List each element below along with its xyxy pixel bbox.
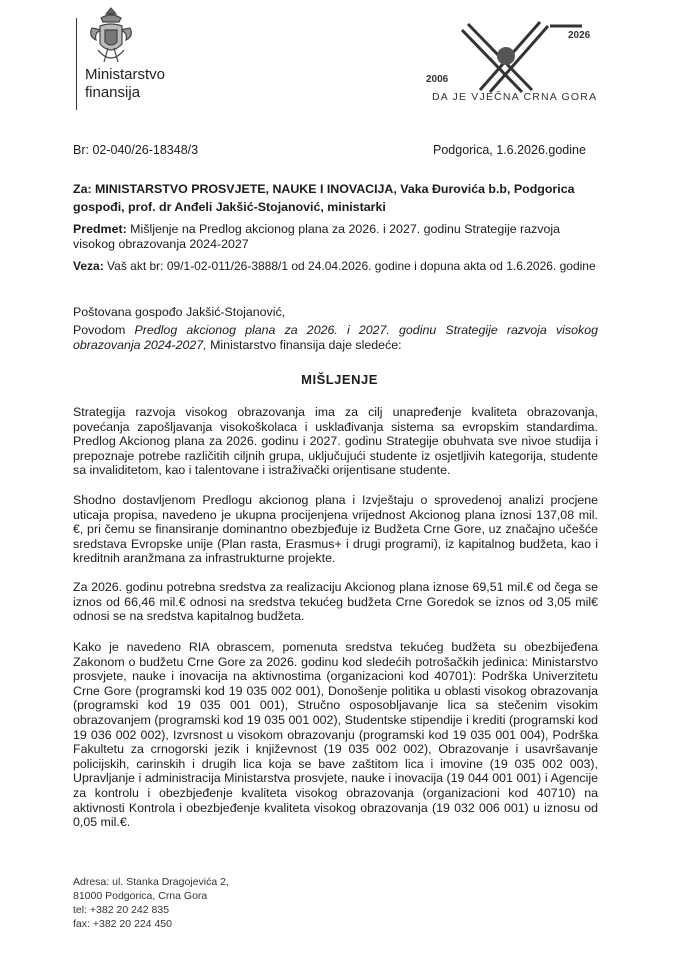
addressee-line2: gospođi, prof. dr Anđeli Jakšić-Stojanović, ministarki (73, 199, 386, 214)
footer-contact (73, 875, 229, 931)
subject-block (73, 222, 598, 251)
link-block (73, 259, 598, 274)
body-paragraph-3: Za 2026. godinu potrebna sredstva za realizaciju Akcionog plana iznose 69,51 mil.€ od čega se iznos od 66,46 mil.€ odnosi na sredstva tekućeg budžeta Crne Goredok se iznos od 3,05 mil€ odnosi se na sredstva kapitalnog budžeta. (73, 580, 598, 624)
intro-before: Povodom (73, 323, 135, 337)
footer-address: Adresa: ul. Stanka Dragojevića 2, (73, 876, 229, 888)
link-text: Vaš akt br: 09/1-02-011/26-3888/1 od 24.04.2026. godine i dopuna akta od 1.6.2026. godine (107, 259, 596, 273)
logo-year-end: 2026 (568, 30, 591, 41)
body-paragraph-2: Shodno dostavljenom Predlogu akcionog plana i Izvještaju o sprovedenoj analizi procjene uticaja propisa, navedeno je ukupna procijenjena vrijednost Akcionog plana iznosi 137,08 mil. €, pri čemu se finansiranje dominantno obezbjeđuje iz Budžeta Crne Gore, uz značajno učešće sredstava Evropske unije (Plan rasta, Erasmus+ i drugi programi), iz kapitalnog budžeta, kao i kreditnih aranžmana za infrastrukturne projekte. (73, 493, 598, 566)
header-divider (76, 18, 77, 110)
subject-label: Predmet: (73, 222, 127, 236)
link-label: Veza: (73, 259, 104, 273)
ministry-name-line2: finansija (85, 84, 141, 101)
body-paragraph-4: Kako je navedeno RIA obrascem, pomenuta sredstva tekućeg budžeta su obezbijeđena Zakonom o budžetu Crne Gore za 2026. godinu kod sledećih potrošačkih jedinica: Ministarstvo prosvjete, nauke i inovacija na aktivnostima (organizacioni kod 40701): Podrška Univerzitetu Crne Gore (programski kod 19 035 002 001), Donošenje politika u oblasti visokog obrazovanja (programski kod 19 035 001 001), Stručno osposobljavanje lica sa stečenim visokim obrazovanjem (programski kod 19 035 001 002), Studentske stipendije i krediti (programski kod 19 036 002 002), Izvrsnost u visokom obrazovanju (programski kod 19 035 001 004), Podrška Fakultetu za crnogorski jezik i književnost (19 035 002 002), Obrazovanje i usavršavanje policijskih, carinskih i drugih lica koja se bave zaštitom lica i imovine (19 035 002 003), Upravljanje i administracija Ministarstva prosvjete, nauke i inovacija (19 044 001 001) i Agencije za kontrolu i obezbjeđenje kvaliteta visokog obrazovanja (organizacioni kod 40710) na aktivnosti Kontrola i obezbjeđenje kvaliteta visokog obrazovanja (19 032 006 001) u iznosu od 0,05 mil.€. (73, 640, 598, 830)
ministry-name-line1: Ministarstvo (85, 66, 166, 83)
reference-number: Br: 02-040/26-18348/3 (73, 143, 199, 157)
document-date: Podgorica, 1.6.2026.godine (433, 143, 586, 157)
addressee-label: Za: (73, 182, 92, 196)
subject-text: Mišljenje na Predlog akcionog plana za 2026. i 2027. godinu Strategije razvoja visokog obrazovanja 2024-2027 (73, 222, 560, 251)
opinion-title: MIŠLJENJE (301, 372, 378, 387)
coat-of-arms-icon (86, 6, 136, 66)
ministry-name (85, 66, 165, 102)
footer-fax: fax: +382 20 224 450 (73, 918, 172, 930)
intro-paragraph (73, 323, 598, 352)
logo-year-start: 2006 (426, 74, 449, 85)
salutation: Poštovana gospođo Jakšić-Stojanović, (73, 305, 286, 319)
addressee-line1: MINISTARSTVO PROSVJETE, NAUKE I INOVACIJA, Vaka Đurovića b.b, Podgorica (95, 182, 575, 196)
addressee-block (73, 182, 598, 214)
footer-tel: tel: +382 20 242 835 (73, 904, 170, 916)
logo-tagline: DA JE VJEČNA CRNA GORA (432, 91, 598, 103)
intro-after: Ministarstvo finansija daje sledeće: (206, 337, 402, 352)
intro-italic: Predlog akcionog plana za 2026. i 2027. godinu Strategije razvoja visokog obrazovanja 2024-2027, (73, 323, 598, 352)
body-paragraph-1: Strategija razvoja visokog obrazovanja ima za cilj unapređenje kvaliteta obrazovanja, povećanja zapošljavanja visokoškolaca i usklađivanja sistema sa evropskim standardima. Predlog Akcionog plana za 2026. godinu i 2027. godinu Strategije obuhvata sve nivoe studija i prepoznaje potrebe različitih ciljnih grupa, uključujući studente iz osjetljivih kategorija, studente sa invaliditetom, kao i talentovane i istraživački orijentisane studente. (73, 405, 598, 478)
footer-city: 81000 Podgorica, Crna Gora (73, 890, 208, 902)
